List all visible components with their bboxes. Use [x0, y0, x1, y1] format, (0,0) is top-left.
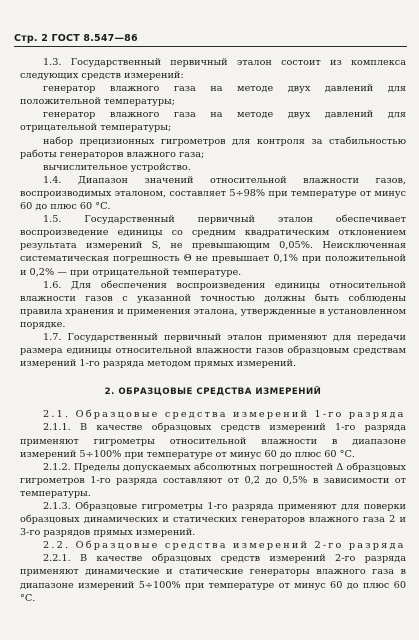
subsection-2-1-title: 2.1. Образцовые средства измерений 1-го разряда — [43, 409, 406, 421]
header-rule — [14, 46, 407, 47]
paragraph-2-2-1: 2.2.1. В качестве образцовых средств измерений 2-го разряда применяют динамические и статические генераторы влажного газа в диапазоне измерений 5÷100% при температуре от минус 60 до плюс 60 °С. — [20, 553, 406, 604]
list-item-hygrometer-set: набор прецизионных гигрометров для контроля за стабильностью работы генераторов влажного газа; — [20, 135, 406, 160]
paragraph-2-1-3: 2.1.3. Образцовые гигрометры 1-го разряда применяют для поверки образцовых динамических и статических генераторов влажного газа 2 и 3-го разрядов прямых измерений. — [20, 501, 406, 539]
paragraph-2-1-1: 2.1.1. В качестве образцовых средств измерений 1-го разряда применяют гигрометры относительной влажности в диапазоне измерений 5÷100% при температуре от минус 60 до плюс 60 °С. — [20, 422, 406, 460]
paragraph-1-4: 1.4. Диапазон значений относительной влажности газов, воспроизводимых эталоном, составляет 5÷98% при температуре от минус 60 до плюс 60 °С. — [20, 174, 406, 213]
list-item-computing-device: вычислительное устройство. — [43, 161, 191, 173]
subsection-2-2-title: 2.2. Образцовые средства измерений 2-го разряда — [43, 540, 406, 552]
paragraph-2-1-2: 2.1.2. Пределы допускаемых абсолютных погрешностей Δ образцовых гигрометров 1-го разряда составляют от 0,2 до 0,5% в зависимости от температуры. — [20, 461, 406, 499]
list-item-generator-positive: генератор влажного газа на методе двух давлений для положительной температуры; — [20, 83, 406, 108]
paragraph-1-7: 1.7. Государственный первичный эталон применяют для передачи размера единицы относительной влажности газов образцовым средствам измерений 1-го разряда методом прямых измерений. — [20, 331, 406, 370]
paragraph-1-3: 1.3. Государственный первичный эталон состоит из комплекса следующих средств измерений: — [20, 57, 406, 82]
paragraph-1-6: 1.6. Для обеспечения воспроизведения единицы относительной влажности газов с указанной точностью должны быть соблюдены правила хранения и применения эталона, утвержденные в установленном порядке. — [20, 279, 406, 330]
document-body — [20, 56, 406, 605]
paragraph-1-5: 1.5. Государственный первичный эталон обеспечивает воспроизведение единицы со средним квадратическим отклонением результата измерений S, не превышающим 0,05%. Неисключенная систематическая погрешность Θ не превышает 0,1% при положительной и 0,2% — при отрицательной температуре. — [20, 214, 406, 278]
section-title: 2. ОБРАЗЦОВЫЕ СРЕДСТВА ИЗМЕРЕНИЙ — [104, 387, 322, 398]
list-item-generator-negative: генератор влажного газа на методе двух давлений для отрицательной температуры; — [20, 109, 406, 134]
page-header: Стр. 2 ГОСТ 8.547—86 — [14, 33, 138, 44]
